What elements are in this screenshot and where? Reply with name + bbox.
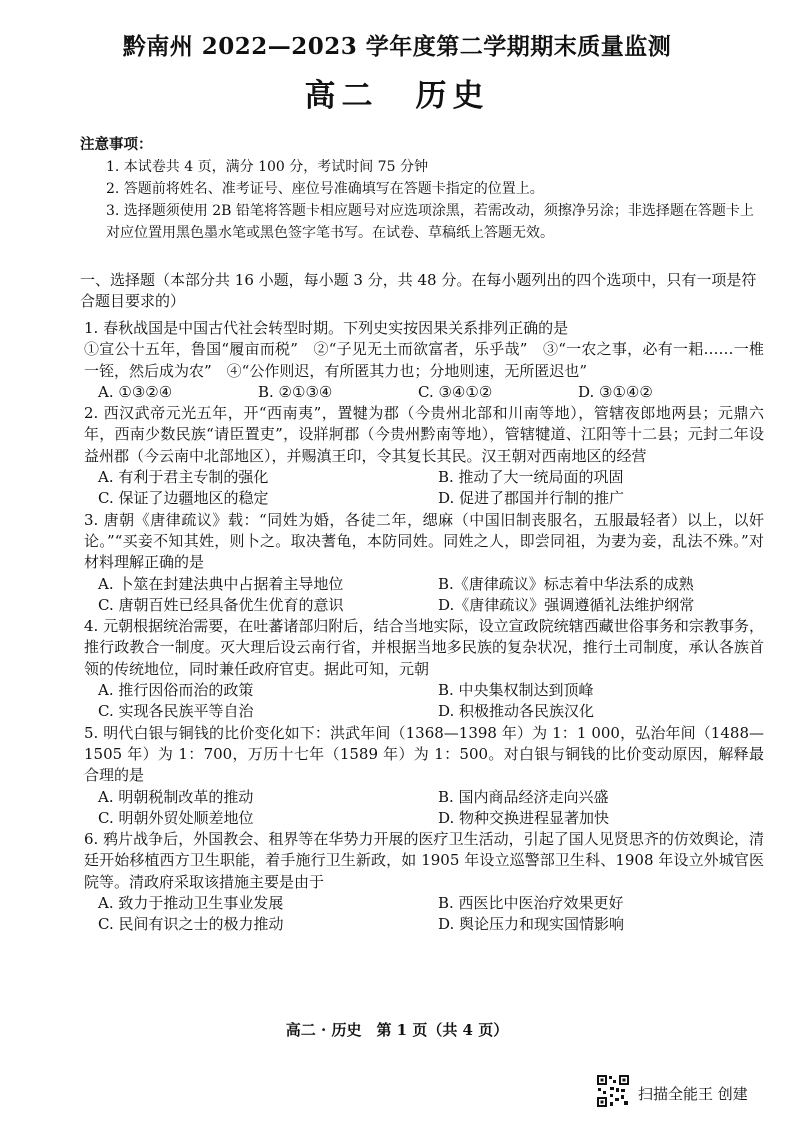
option-c: C. 保证了边疆地区的稳定 [98, 489, 269, 508]
question-stem: 3. 唐朝《唐律疏议》载：“同姓为婚，各徒二年，缌麻（中国旧制丧服名，五服最轻者）以上，以奸论。”“买妾不知其姓，则卜之。取决蓍龟，本防同姓。同姓之人，即尝同祖，为妻为妾，乱法不殊。”对材料理解正确的是 [84, 510, 764, 572]
option-a: A. 明朝税制改革的推动 [98, 787, 254, 806]
option-a: A. 有利于君主专制的强化 [98, 468, 269, 487]
qr-code-icon [596, 1074, 630, 1108]
option-b: B. 西医比中医治疗效果更好 [438, 894, 624, 913]
notice-block [80, 134, 760, 244]
question-stem: 1. 春秋战国是中国古代社会转型时期。下列史实按因果关系排列正确的是 [84, 319, 569, 337]
option-b: B. 中央集权制达到顶峰 [438, 681, 594, 700]
option-d: D. 舆论压力和现实国情影响 [438, 915, 625, 934]
question [84, 318, 764, 403]
option-a: A. ①③②④ [98, 382, 173, 401]
option-c: C. 唐朝百姓已经具备优生优育的意识 [98, 595, 344, 614]
option-c: C. 明朝外贸处顺差地位 [98, 808, 254, 827]
question [84, 829, 764, 935]
option-group [84, 382, 764, 403]
option-group [84, 893, 764, 936]
question-stem: 2. 西汉武帝元光五年，开“西南夷”，置犍为郡（今贵州北部和川南等地），管辖夜郎地两县；元鼎六年，西南少数民族“请臣置吏”，设牂牁郡（今贵州黔南等地），管辖犍道、江阳等十二县；元封二年设益州郡（今云南中北部地区），并赐滇王印，令其复长其民。汉王朝对西南地区的经营 [84, 404, 764, 465]
option-b: B. 国内商品经济走向兴盛 [438, 787, 609, 806]
exam-title: 黔南州 2022—2023 学年度第二学期期末质量监测 [122, 33, 672, 60]
option-b: B. ②①③④ [258, 382, 333, 401]
notice-item: 1. 本试卷共 4 页，满分 100 分，考试时间 75 分钟 [106, 159, 428, 175]
question [84, 723, 764, 829]
option-b: B. 推动了大一统局面的巩固 [438, 468, 624, 487]
question [84, 510, 764, 616]
notice-item: 3. 选择题须使用 2B 铅笔将答题卡相应题号对应选项涂黑，若需改动，须擦净另涂；非选择题在答题卡上对应位置用黑色墨水笔或黑色签字笔书写。在试卷、草稿纸上答题无效。 [106, 203, 754, 241]
question-list [84, 318, 764, 936]
option-d: D.《唐律疏议》强调遵循礼法维护纲常 [438, 595, 695, 614]
option-group [84, 787, 764, 830]
question [84, 616, 764, 722]
option-d: D. 积极推动各民族汉化 [438, 702, 595, 721]
option-d: D. 促进了郡国并行制的推广 [438, 489, 625, 508]
scanner-watermark: 扫描全能王 创建 [638, 1085, 748, 1103]
option-d: D. ③①④② [578, 382, 653, 401]
option-group [84, 467, 764, 510]
page-footer: 高二 · 历史 第 1 页（共 4 页） [285, 1021, 509, 1039]
option-c: C. ③④①② [418, 382, 493, 401]
exam-subject: 高二 历史 [304, 78, 490, 114]
section-heading: 一、选择题（本部分共 16 小题，每小题 3 分，共 48 分。在每小题列出的四个选项中，只有一项是符合题目要求的） [80, 271, 757, 310]
question-stem: 5. 明代白银与铜钱的比价变化如下：洪武年间（1368—1398 年）为 1：1 000，弘治年间（1488—1505 年）为 1：700，万历十七年（1589 年）为 1：500。对白银与铜钱的比价变动原因，解释最合理的是 [84, 723, 764, 785]
option-a: A. 卜筮在封建法典中占据着主导地位 [98, 574, 344, 593]
question-stem: 4. 元朝根据统治需要，在吐蕃诸部归附后，结合当地实际，设立宣政院统辖西藏世俗事务和宗教事务，推行政教合一制度。灭大理后设云南行省，并根据当地多民族的复杂状况，推行土司制度，承认各族首领的传统地位，同时兼任政府官吏。据此可知，元朝 [84, 617, 764, 678]
option-b: B.《唐律疏议》标志着中华法系的成熟 [438, 574, 694, 593]
notice-item: 2. 答题前将姓名、准考证号、座位号准确填写在答题卡指定的位置上。 [106, 181, 544, 197]
option-c: C. 民间有识之士的极力推动 [98, 915, 284, 934]
option-d: D. 物种交换进程显著加快 [438, 808, 610, 827]
option-group [84, 680, 764, 723]
option-a: A. 致力于推动卫生事业发展 [98, 894, 284, 913]
question-material: ①宣公十五年，鲁国“履亩而税” ②“子见无土而欲富者，乐乎哉” ③“一农之事，必有一耜……一椎一铚，然后成为农” ④“公作则迟，有所匿其力也；分地则速，无所匿迟也” [84, 340, 764, 380]
notice-heading: 注意事项： [80, 136, 153, 153]
option-group [84, 574, 764, 617]
question [84, 403, 764, 509]
option-c: C. 实现各民族平等自治 [98, 702, 254, 721]
question-stem: 6. 鸦片战争后，外国教会、租界等在华势力开展的医疗卫生活动，引起了国人见贤思齐的仿效舆论，清廷开始移植西方卫生职能，着手施行卫生新政，如 1905 年设立巡警部卫生科、1908 年设立外城官医院等。清政府采取该措施主要是由于 [84, 830, 764, 891]
option-a: A. 推行因俗而治的政策 [98, 681, 254, 700]
